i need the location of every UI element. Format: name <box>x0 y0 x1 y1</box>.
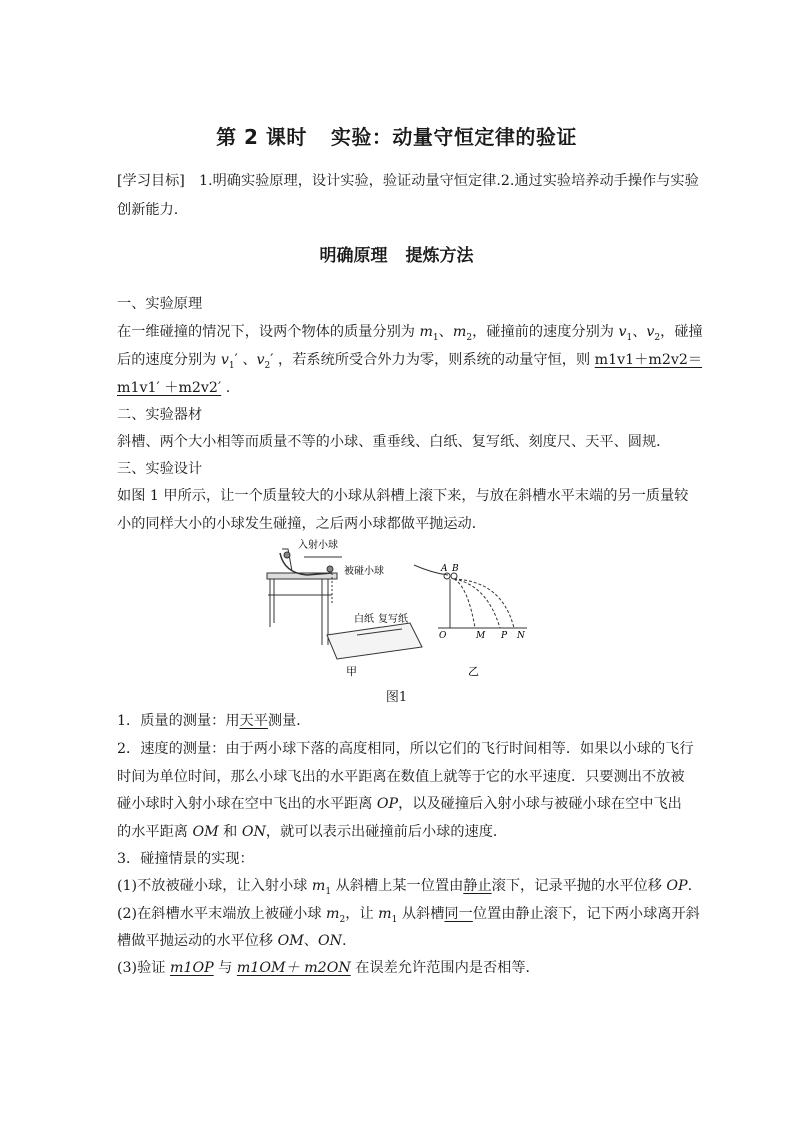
trajectory-diagram-yi <box>414 565 527 628</box>
step-3: (3)验证 m1OP 与 m1OM＋ m2ON 在误差允许范围内是否相等． <box>117 960 540 976</box>
experiment-figure <box>262 535 532 685</box>
label-jia: 甲 <box>346 665 357 678</box>
principle-heading: 一、实验原理 <box>117 296 203 312</box>
item-2-line-1: 2．速度的测量：由于两小球下落的高度相同，所以它们的飞行时间相等．如果以小球的飞行 <box>117 741 694 757</box>
point-b: B <box>452 564 459 574</box>
equipment-text: 斜槽、两个大小相等而质量不等的小球、重垂线、白纸、复写纸、刻度尺、天平、圆规． <box>117 434 671 450</box>
principle-line-2: 后的速度分别为 $v_1'$ 、$v_2'$ ，若系统所受合外力为零，则系统的动量守恒，则 m1v1＋m2v2＝ <box>117 352 703 371</box>
item-3: 3．碰撞情景的实现： <box>117 851 254 867</box>
lesson-title: 实验：动量守恒定律的验证 <box>330 125 577 149</box>
principle-line-3: m1v1′ ＋m2v2′ . <box>117 380 231 396</box>
point-o: O <box>439 631 447 641</box>
label-white-paper: 白纸 <box>354 614 374 625</box>
section-heading: 明确原理 提炼方法 <box>319 246 474 266</box>
label-incident-ball: 入射小球 <box>298 540 338 551</box>
objective-line-2: 创新能力. <box>117 202 179 218</box>
item-2-line-4: 的水平距离 OM 和 ON，就可以表示出碰撞前后小球的速度． <box>117 824 508 840</box>
point-a: A <box>441 564 448 574</box>
label-target-ball: 被碰小球 <box>344 566 384 577</box>
item-1: 1．质量的测量：用天平测量． <box>117 713 311 729</box>
label-yi: 乙 <box>468 665 479 678</box>
objective-line-1: [学习目标] 1.明确实验原理，设计实验，验证动量守恒定律.2.通过实验培养动手操作与实验 <box>117 173 699 189</box>
point-n: N <box>517 631 525 641</box>
principle-line-1: 在一维碰撞的情况下，设两个物体的质量分别为 $m_1$、$m_2$，碰撞前的速度分别为 $v_1$、$v_2$，碰撞 <box>117 324 703 343</box>
design-heading: 三、实验设计 <box>117 461 203 477</box>
item-2-line-3: 碰小球时入射小球在空中飞出的水平距离 OP，以及碰撞后入射小球与被碰小球在空中飞出 <box>117 796 682 812</box>
point-p: P <box>501 631 508 641</box>
figure-caption: 图1 <box>385 690 408 705</box>
momentum-equation-part1: m1v1＋m2v2＝ <box>594 352 703 368</box>
design-line-2: 小的同样大小的小球发生碰撞，之后两小球都做平抛运动． <box>117 516 486 532</box>
equipment-heading: 二、实验器材 <box>117 407 203 423</box>
step-1: (1)不放被碰小球，让入射小球 $m_1$ 从斜槽上某一位置由静止滚下，记录平抛的水平位移 OP. <box>117 878 693 897</box>
point-m: M <box>476 631 486 641</box>
label-carbon-paper: 复写纸 <box>378 614 408 625</box>
page-title <box>0 121 793 150</box>
objective-label: [学习目标] <box>117 173 185 189</box>
item-2-line-2: 时间为单位时间，那么小球飞出的水平距离在数值上就等于它的水平速度．只要测出不放被 <box>117 769 685 785</box>
lesson-number: 第 2 课时 <box>216 125 307 149</box>
momentum-equation-part2: m1v1′ ＋m2v2′ <box>117 380 222 396</box>
step-2-line-2: 槽做平抛运动的水平位移 OM、ON. <box>117 933 347 949</box>
step-2-line-1: (2)在斜槽水平末端放上被碰小球 $m_2$，让 $m_1$ 从斜槽同一位置由静止滚下，记下两小球离开斜 <box>117 906 700 925</box>
design-line-1: 如图 1 甲所示，让一个质量较大的小球从斜槽上滚下来，与放在斜槽水平末端的另一质量较 <box>117 488 689 504</box>
